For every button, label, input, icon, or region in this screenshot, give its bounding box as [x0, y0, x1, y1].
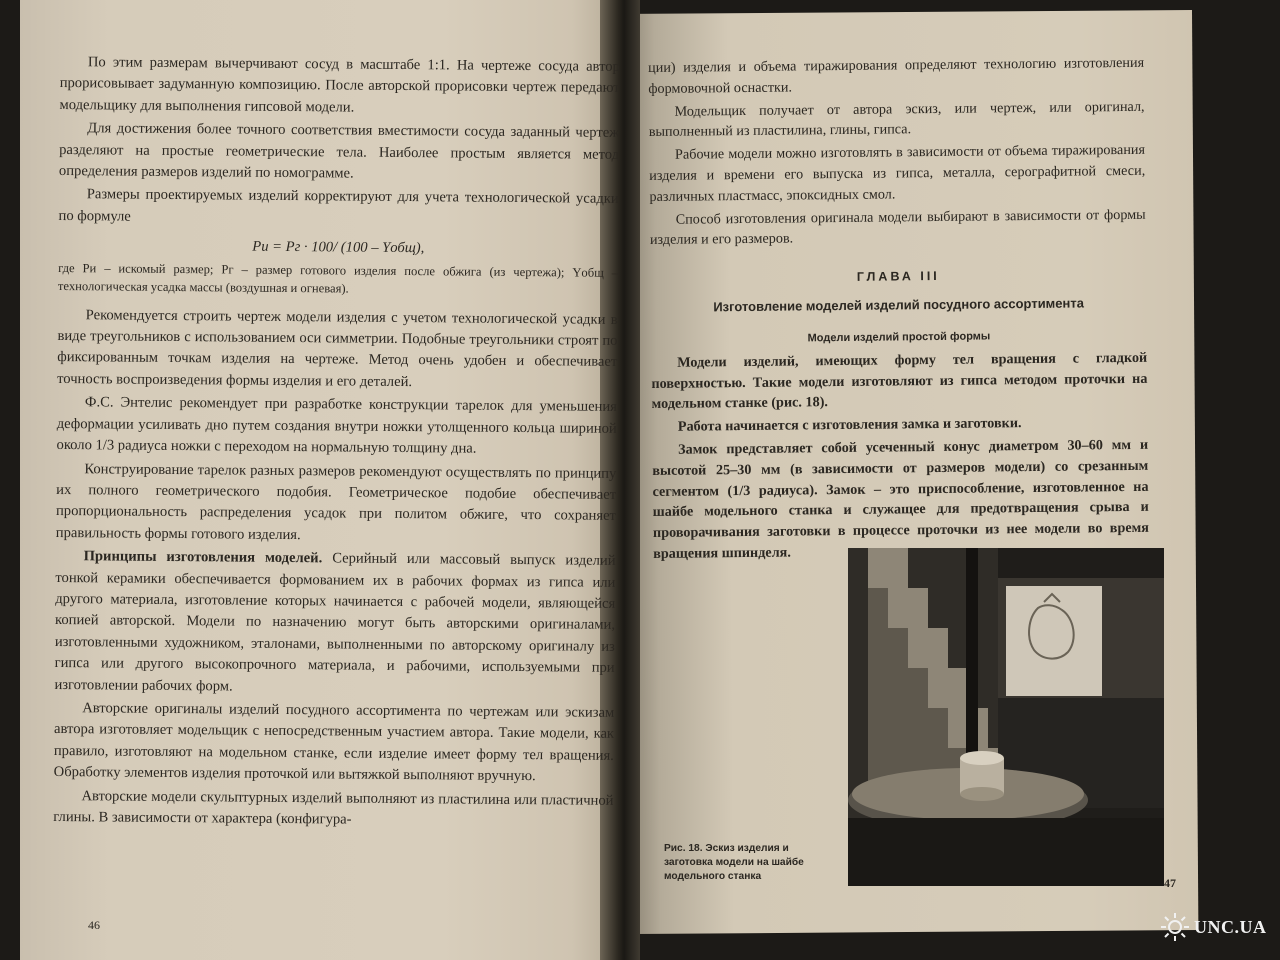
page-number-left: 46: [88, 918, 100, 932]
watermark-sun-icon: [1160, 912, 1190, 942]
paragraph: Авторские модели скульптурных изделий выполняют из пластилина или пластичной глины. В зависимости от характера (конфигура-: [53, 787, 614, 828]
paragraph: Ф.С. Энтелис рекомендует при разработке конструкции тарелок для уменьшения деформации усиливать дно путем создания внутри ножки утолщенного кольца шириной около 1/3 радиуса ножки с переходом на нормальную толщину дна.: [56, 394, 617, 457]
paragraph: Модельщик получает от автора эскиз, или чертеж, или оригинал, выполненный из пластилина, глины, гипса.: [648, 98, 1145, 141]
paragraph: Модели изделий, имеющих форму тел вращения с гладкой поверхностью. Такие модели изготовляют из гипса методом проточки на модельном станке (рис. 18).: [651, 349, 1148, 413]
paragraph: ции) изделия и объема тиражирования определяют технологию изготовления формовочной оснастки.: [648, 54, 1145, 97]
run-in-text: Серийный или массовый выпуск изделий тонкой керамики обеспечивается формованием их в рабочих формах из гипса или другого материала, изготовление которых начинается с рабочей модели, являющейся копией авторской. Модели по назначению могут быть авторскими оригиналами, изготовленными художником, эталонами, выполненными по авторскому оригиналу из гипса или другого высокопрочного материала, и рабочими, используемыми при изготовлении рабочих форм.: [54, 550, 616, 695]
paragraph: Конструирование тарелок разных размеров рекомендуют осуществлять по принципу их полного геометрического подобия. Геометрическое подобие обеспечивает пропорциональность распределения усадок при политом обжиге, что сохраняет правильность формы готового изделия.: [55, 460, 617, 543]
watermark: [1160, 898, 1276, 956]
right-page-text: [648, 53, 1149, 567]
figure-caption: Рис. 18. Эскиз изделия и заготовка модели на шайбе модельного станка: [664, 843, 804, 882]
paragraph: Для достижения более точного соответствия вместимости сосуда заданный чертеж разделяют на простые геометрические тела. Наиболее простым является метод определения размеров изделий по номограмме.: [58, 120, 620, 182]
run-in-heading: Принципы изготовления моделей.: [83, 548, 323, 567]
paragraph: Работа начинается с изготовления замка и заготовки.: [677, 415, 1022, 435]
formula-note: где Pи – искомый размер; Pг – размер готового изделия после обжига (из чертежа); Yобщ – технологическая усадка массы (воздушная и огневая).: [57, 260, 619, 296]
chapter-title: Изготовление моделей изделий посудного ассортимента: [713, 295, 1085, 315]
section-title: Модели изделий простой формы: [807, 330, 991, 345]
lathe-photo-illustration: [848, 548, 1164, 886]
paragraph: Авторские оригиналы изделий посудного ассортимента по чертежам или эскизам автора изготовляет модельщик с непосредственным участием автора. Такие модели, как правило, изготовляют на модельном станке, если изделие имеет форму тел вращения. Обработку элементов изделия проточкой или вытяжкой выполняют вручную.: [53, 700, 615, 785]
paragraph: Способ изготовления оригинала модели выбирают в зависимости от формы изделия и его размеров.: [649, 206, 1146, 249]
paragraph: Размеры проектируемых изделий корректируют для учета технологической усадки по формуле: [58, 186, 619, 225]
watermark-text: UNC.UA: [1194, 916, 1267, 937]
chapter-heading: ГЛАВА III: [856, 269, 940, 284]
figure-photo: [848, 548, 1164, 886]
paragraph: Рекомендуется строить чертеж модели изделия с учетом технологической усадки в виде треугольников с использованием оси симметрии. Подобные треугольники строят по фиксированным точкам изделия на чертеже. Метод очень удобен и обеспечивает точность воспроизведения формы изделия и его деталей.: [57, 306, 618, 390]
paragraph: Рабочие модели можно изготовлять в зависимости от объема тиражирования изделия и времени его выпуска из гипса, металла, серографитной смеси, различных пластмасс, эпоксидных смол.: [649, 141, 1146, 205]
paragraph: Замок представляет собой усеченный конус диаметром 30–60 мм и высотой 25–30 мм (в зависимости от размеров модели) со срезанным сегментом (1/3 радиуса). Замок – это приспособление, изготовленное на шайбе модельного станка и служащее для предотвращения срыва и проворачивания заготовки в процессе проточки из нее модели во время вращения шпинделя.: [652, 436, 1150, 562]
left-page-text: [53, 52, 620, 835]
paragraph: По этим размерам вычерчивают сосуд в масштабе 1:1. На чертеже сосуда автор прорисовывает задуманную композицию. После авторской прорисовки чертеж передают модельщику для выполнения гипсовой модели.: [59, 54, 620, 116]
page-number-right: 47: [1164, 876, 1176, 890]
paragraph-principles: [54, 546, 615, 701]
shrinkage-formula: Pи = Pг · 100/ (100 – Yобщ),: [252, 238, 425, 257]
